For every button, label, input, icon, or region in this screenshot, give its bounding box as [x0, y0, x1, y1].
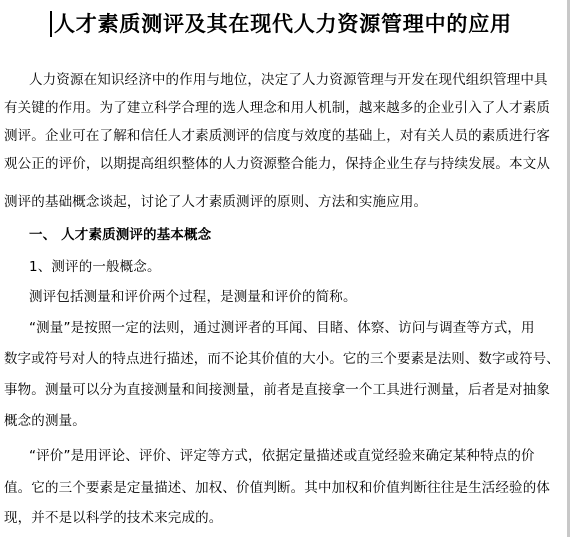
paragraph-intro-line-1[interactable]: 人力资源在知识经济中的作用与地位，决定了人力资源管理与开发在现代组织管理中具	[29, 72, 548, 88]
definition-paragraph[interactable]: 测评包括测量和评价两个过程，是测量和评价的简称。	[29, 289, 357, 305]
subsection-heading[interactable]: 1、测评的一般概念。	[29, 259, 161, 275]
evaluation-line-3[interactable]: 现，并不是以科学的技术来完成的。	[4, 510, 223, 526]
text-cursor	[50, 11, 52, 37]
measurement-line-3[interactable]: 事物。测量可以分为直接测量和间接测量，前者是直接拿一个工具进行测量，后者是对抽象	[4, 382, 550, 398]
paragraph-intro-line-3[interactable]: 测评。企业可在了解和信任人才素质测评的信度与效度的基础上，对有关人员的素质进行客	[4, 128, 550, 144]
evaluation-line-1[interactable]: “评价”是用评论、评价、评定等方式，依据定量描述或直觉经验来确定某种特点的价	[29, 448, 535, 464]
measurement-line-1[interactable]: “测量”是按照一定的法则，通过测评者的耳闻、目睹、体察、访问与调查等方式，用	[29, 320, 535, 336]
evaluation-line-2[interactable]: 值。它的三个要素是定量描述、加权、价值判断。其中加权和价值判断往往是生活经验的体	[4, 480, 550, 496]
paragraph-intro-line-5[interactable]: 测评的基础概念谈起，讨论了人才素质测评的原则、方法和实施应用。	[4, 194, 428, 210]
measurement-line-2[interactable]: 数字或符号对人的特点进行描述，而不论其价值的大小。它的三个要素是法则、数字或符号、	[4, 351, 560, 367]
paragraph-intro-line-4[interactable]: 观公正的评价，以期提高组织整体的人力资源整合能力，保持企业生存与持续发展。本文从	[4, 156, 550, 172]
measurement-line-4[interactable]: 概念的测量。	[4, 413, 86, 429]
document-title[interactable]: 人才素质测评及其在现代人力资源管理中的应用	[54, 11, 512, 36]
section-heading[interactable]: 一、 人才素质测评的基本概念	[29, 227, 212, 243]
paragraph-intro-line-2[interactable]: 有关键的作用。为了建立科学合理的选人理念和用人机制，越来越多的企业引入了人才素质	[4, 100, 550, 116]
